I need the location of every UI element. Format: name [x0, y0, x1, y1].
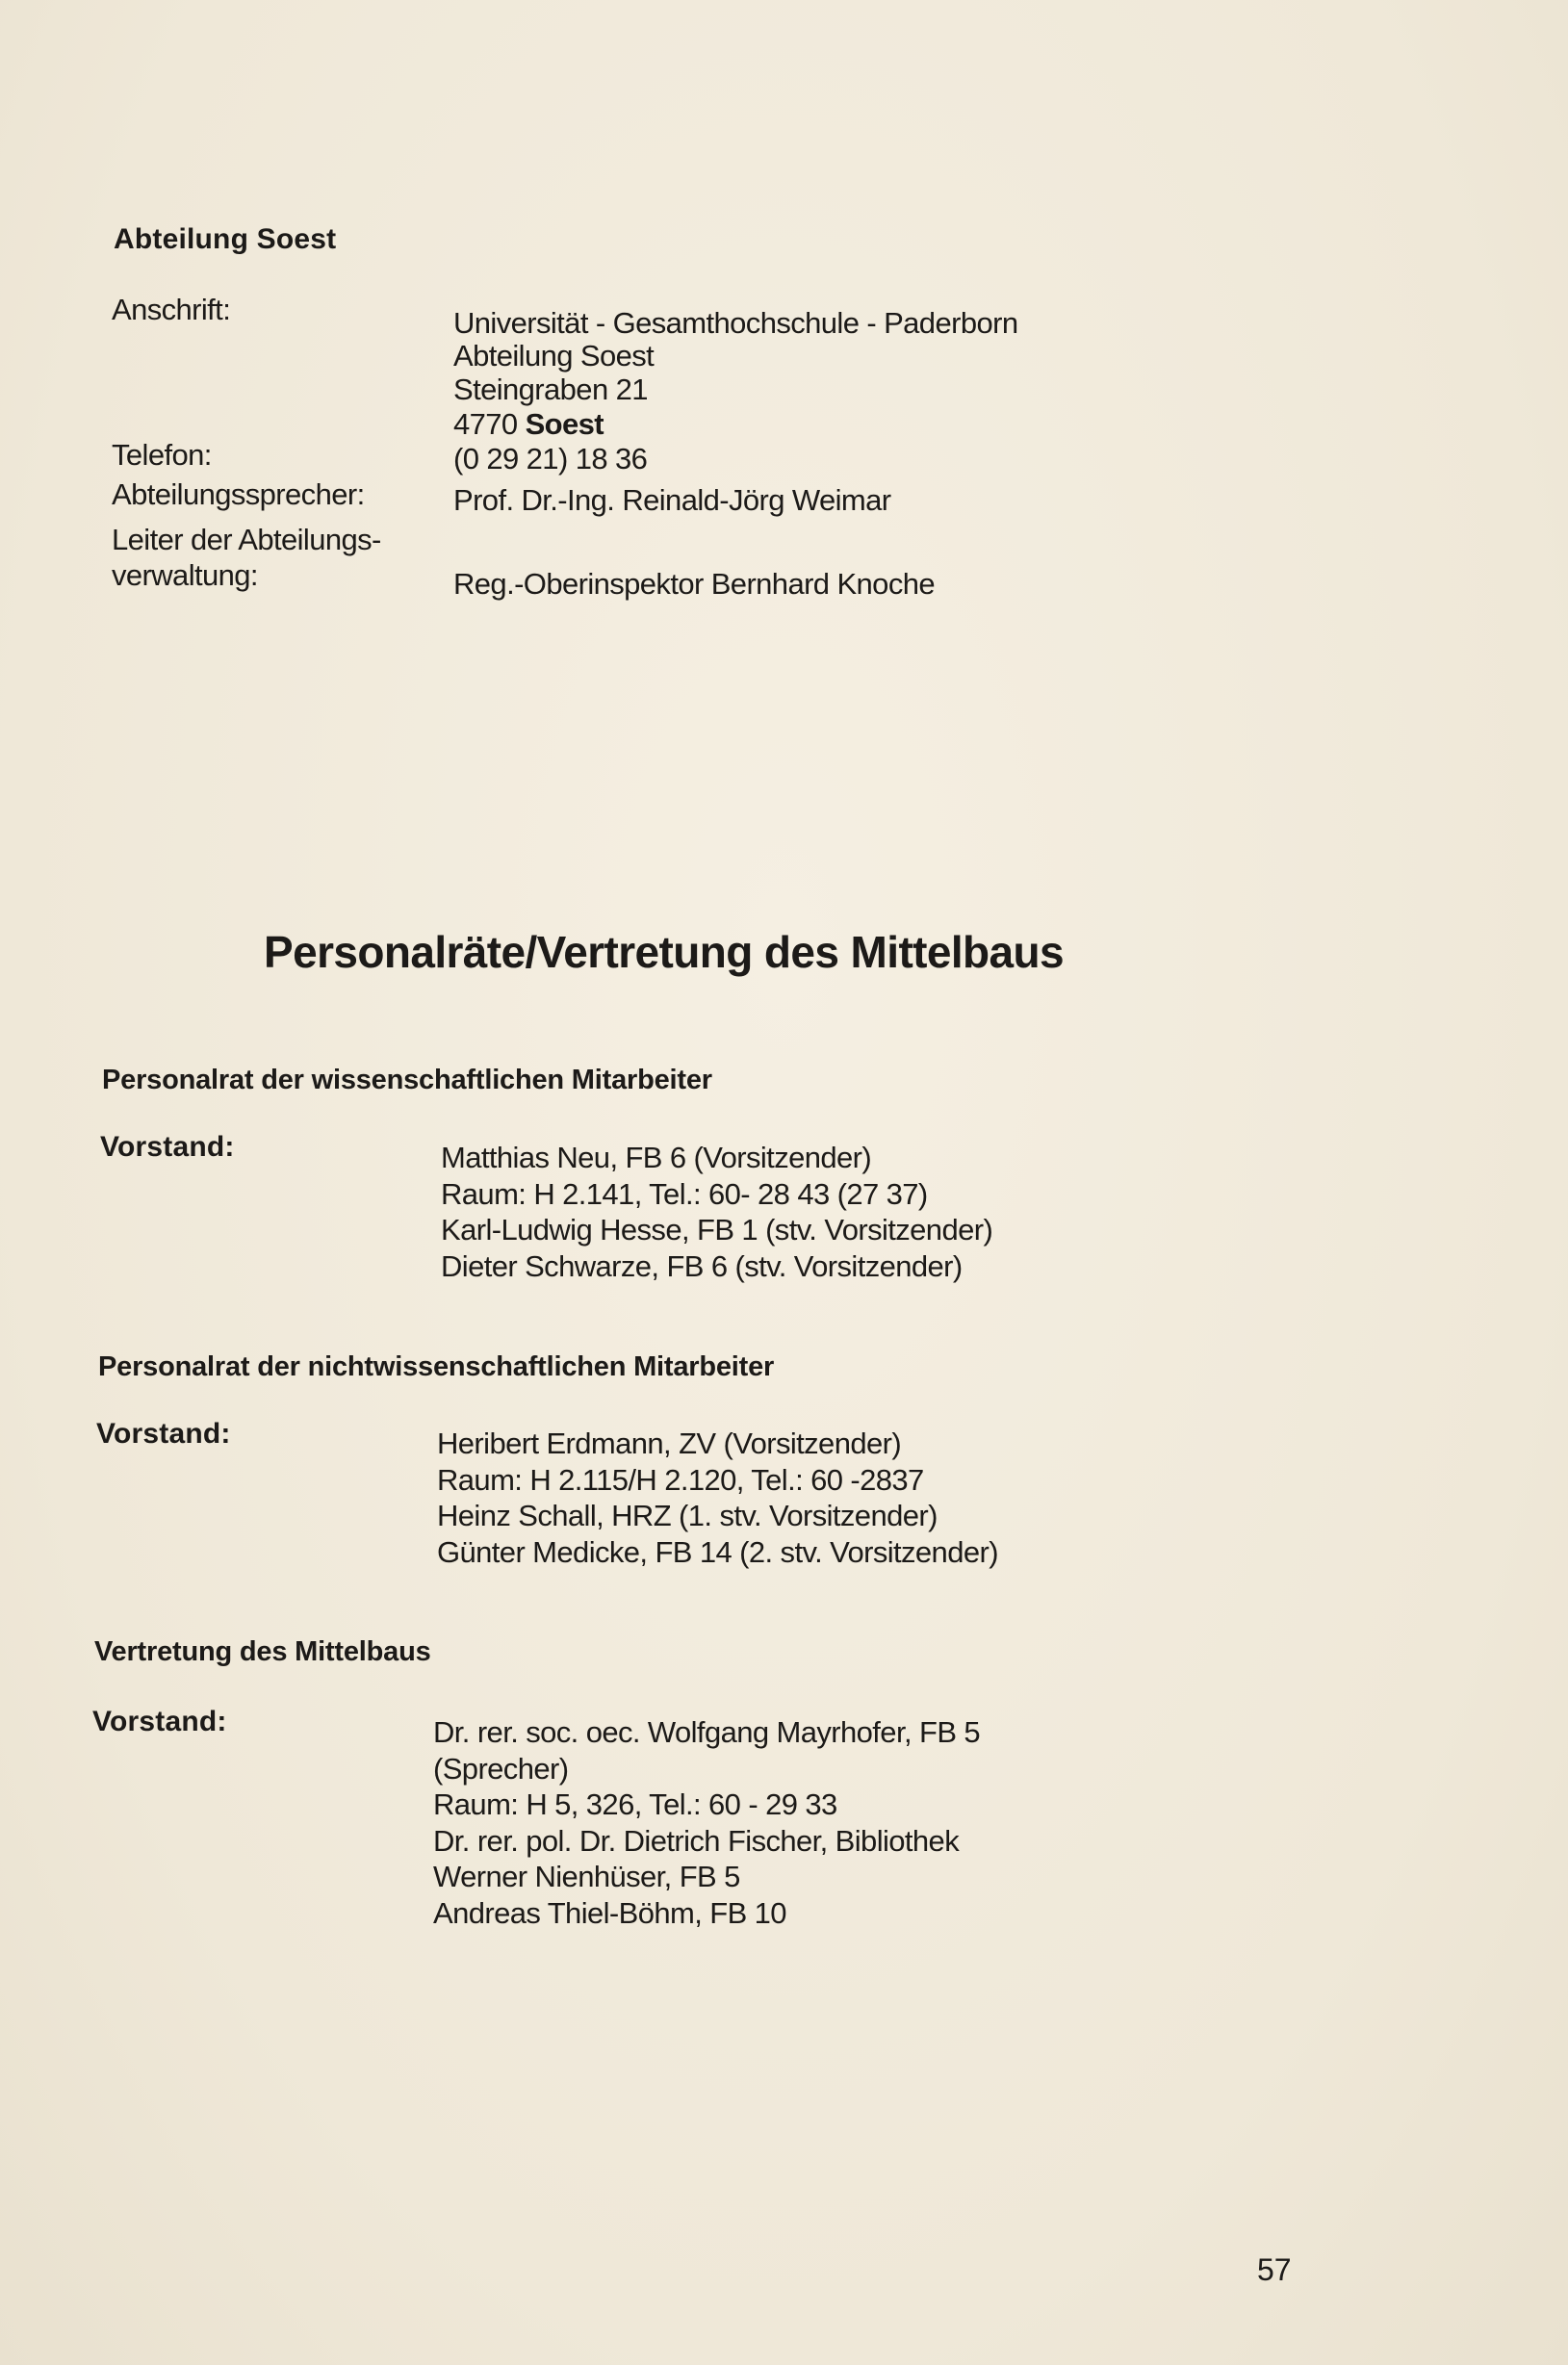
anschrift-line: Universität - Gesamthochschule - Paderborn [453, 306, 1018, 340]
anschrift-line: 4770 Soest [453, 407, 604, 441]
section-title-vertretung-mittelbau: Vertretung des Mittelbaus [94, 1636, 431, 1667]
abteilungssprecher-label: Abteilungssprecher: [112, 477, 365, 511]
telefon-label: Telefon: [112, 438, 212, 472]
vorstand-list [441, 1140, 992, 1284]
section-title-personalrat-wiss: Personalrat der wissenschaftlichen Mitarbeiter [102, 1065, 712, 1095]
section-title-abteilung-soest: Abteilung Soest [114, 223, 337, 255]
anschrift-label: Anschrift: [112, 293, 231, 326]
vorstand-list [437, 1426, 998, 1570]
vorstand-line: Karl-Ludwig Hesse, FB 1 (stv. Vorsitzender) [441, 1213, 993, 1247]
anschrift-line: Steingraben 21 [453, 373, 648, 406]
vorstand-label: Vorstand: [100, 1131, 235, 1163]
abteilungssprecher-value: Prof. Dr.-Ing. Reinald-Jörg Weimar [453, 483, 891, 517]
vorstand-line: Heribert Erdmann, ZV (Vorsitzender) [437, 1427, 902, 1460]
vorstand-line: Matthias Neu, FB 6 (Vorsitzender) [441, 1141, 872, 1174]
vorstand-line: Dieter Schwarze, FB 6 (stv. Vorsitzender) [441, 1248, 963, 1283]
page-number: 57 [1257, 2252, 1292, 2287]
vorstand-list [433, 1714, 980, 1931]
page-title: Personalräte/Vertretung des Mittelbaus [264, 927, 1065, 977]
vorstand-line: Raum: H 2.115/H 2.120, Tel.: 60 -2837 [437, 1462, 924, 1497]
vorstand-line: Raum: H 2.141, Tel.: 60- 28 43 (27 37) [441, 1176, 928, 1211]
vorstand-line: Werner Nienhüser, FB 5 [433, 1860, 740, 1893]
vorstand-label: Vorstand: [92, 1706, 227, 1737]
vorstand-line: Heinz Schall, HRZ (1. stv. Vorsitzender) [437, 1499, 938, 1532]
vorstand-line: (Sprecher) [433, 1751, 569, 1786]
leiter-value: Reg.-Oberinspektor Bernhard Knoche [453, 567, 936, 601]
anschrift-line: Abteilung Soest [453, 339, 655, 373]
vorstand-line: Raum: H 5, 326, Tel.: 60 - 29 33 [433, 1787, 837, 1821]
vorstand-line: Andreas Thiel-Böhm, FB 10 [433, 1895, 786, 1930]
vorstand-line: Dr. rer. soc. oec. Wolfgang Mayrhofer, FB 5 [433, 1715, 981, 1749]
vorstand-label: Vorstand: [96, 1418, 231, 1450]
section-title-personalrat-nichtwiss: Personalrat der nichtwissenschaftlichen Mitarbeiter [98, 1351, 775, 1382]
leiter-label: Leiter der Abteilungs- [112, 523, 381, 556]
vorstand-line: Dr. rer. pol. Dr. Dietrich Fischer, Bibliothek [433, 1823, 960, 1858]
telefon-value: (0 29 21) 18 36 [453, 442, 648, 476]
vorstand-line: Günter Medicke, FB 14 (2. stv. Vorsitzender) [437, 1534, 998, 1569]
leiter-label: verwaltung: [112, 558, 258, 592]
